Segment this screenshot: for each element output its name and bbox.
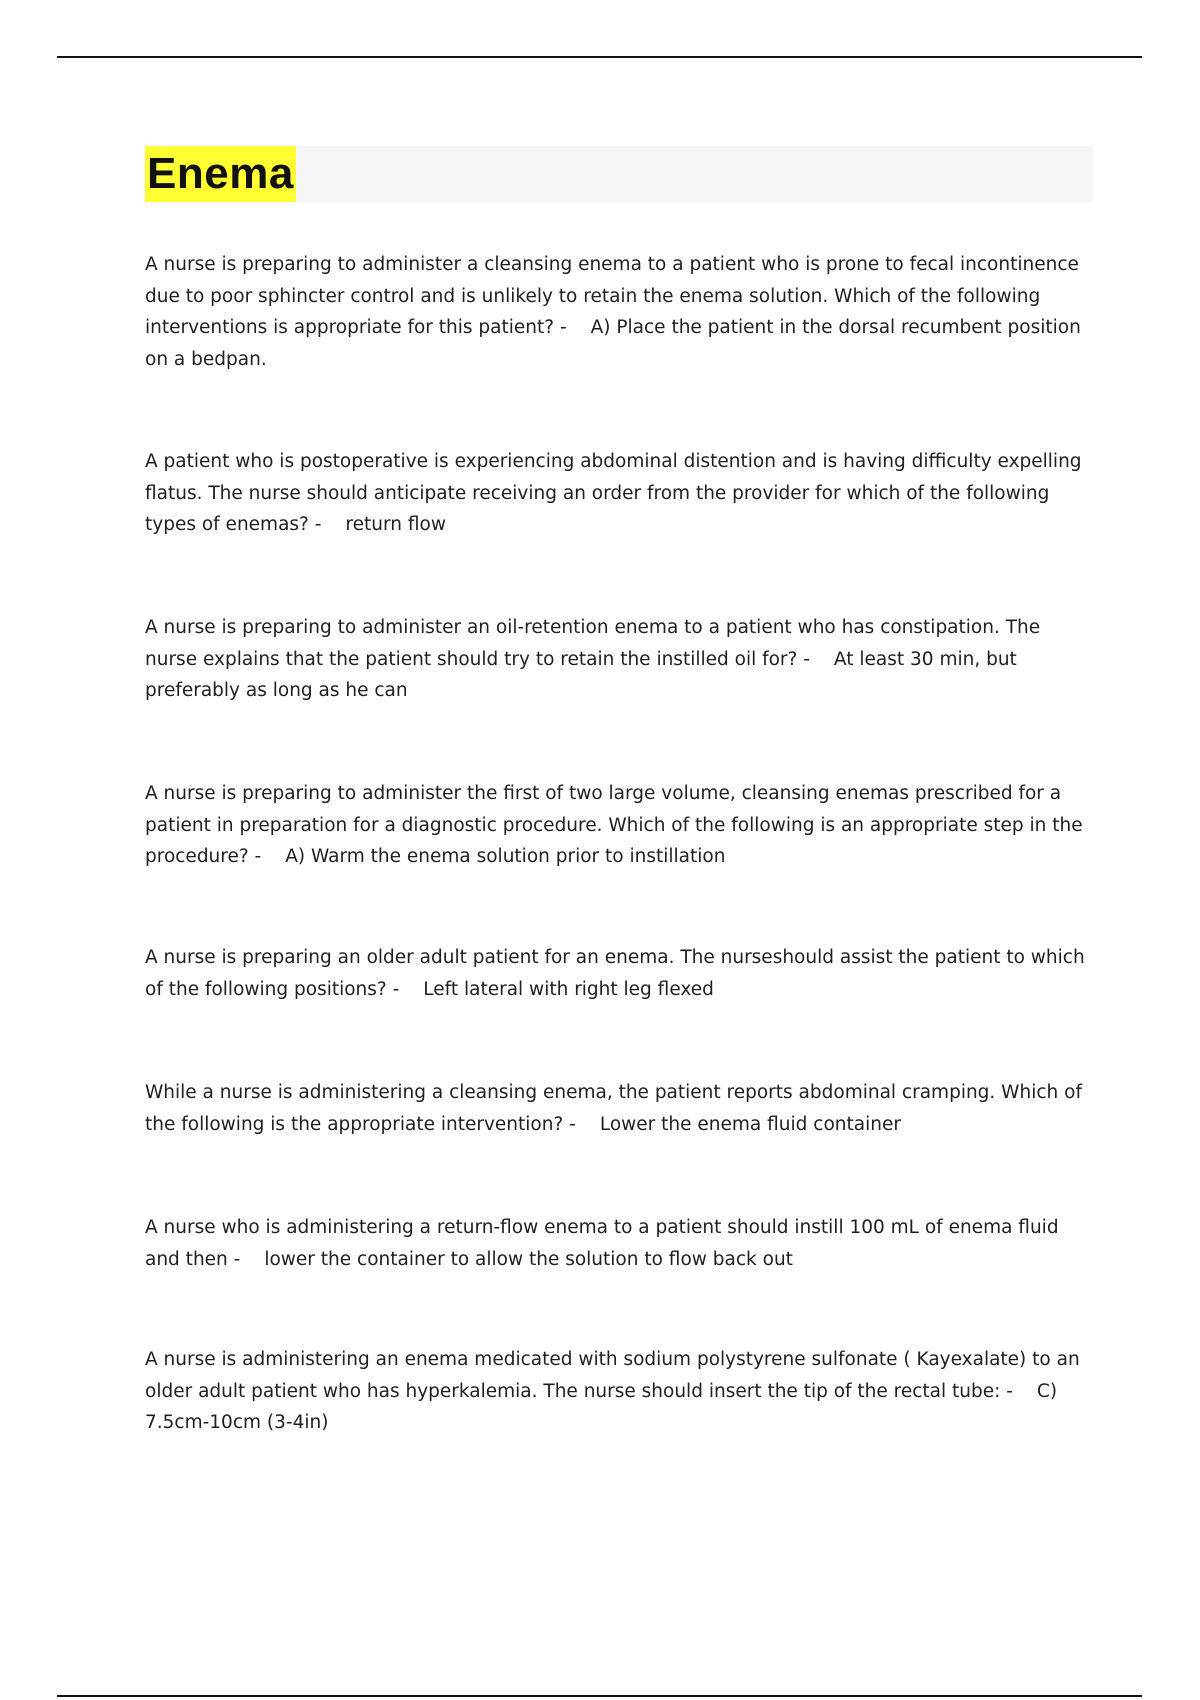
qa-item [145, 1344, 1095, 1439]
qa-item [145, 942, 1095, 1005]
question-text: A patient who is postoperative is experiencing abdominal distention and is having difficulty expelling flatus. The nurse should anticipate receiving an order from the provider for which of the following types of enemas? - [145, 451, 1082, 535]
question-text: A nurse is preparing to administer a cleansing enema to a patient who is prone to fecal incontinence due to poor sphincter control and is unlikely to retain the enema solution. Which of the following interventions is appropriate for this patient? - [145, 254, 1079, 338]
answer-text: Left lateral with right leg flexed [423, 978, 714, 1000]
header-rule [57, 56, 1142, 58]
answer-text: At least 30 min, but preferably as long as he can [145, 648, 1017, 701]
answer-text: Lower the enema fluid container [599, 1113, 901, 1135]
qa-item [145, 778, 1095, 873]
question-text: A nurse is preparing to administer an oil-retention enema to a patient who has constipation. The nurse explains that the patient should try to retain the instilled oil for? - [145, 617, 1041, 670]
answer-text: A) Warm the enema solution prior to instillation [285, 846, 726, 867]
qa-item [145, 1077, 1095, 1140]
qa-item [145, 249, 1095, 375]
question-text: A nurse is preparing an older adult patient for an enema. The nurseshould assist the patient to which of the following positions? - [145, 947, 1085, 1000]
qa-item [145, 1212, 1095, 1275]
qa-item [145, 446, 1095, 541]
answer-text: C) 7.5cm-10cm (3-4in) [145, 1380, 1058, 1433]
question-text: A nurse who is administering a return-flow enema to a patient should instill 100 mL of enema fluid and then - [145, 1217, 1059, 1270]
answer-text: A) Place the patient in the dorsal recumbent position on a bedpan. [145, 317, 1081, 370]
footer-rule [57, 1695, 1142, 1697]
question-text: A nurse is administering an enema medicated with sodium polystyrene sulfonate ( Kayexalate) to an older adult patient who has hyperkalemia. The nurse should insert the tip of the rectal tube: - [145, 1349, 1080, 1402]
document-title: Enema [145, 146, 296, 202]
answer-text: lower the container to allow the solution to flow back out [264, 1248, 793, 1270]
title-band [145, 146, 1093, 202]
qa-item [145, 612, 1095, 707]
question-text: A nurse is preparing to administer the first of two large volume, cleansing enemas prescribed for a patient in preparation for a diagnostic procedure. Which of the following is an appropriate step in the procedure? - [145, 783, 1083, 867]
answer-text: return flow [345, 514, 446, 535]
question-text: While a nurse is administering a cleansing enema, the patient reports abdominal cramping. Which of the following is the appropriate intervention? - [145, 1082, 1082, 1135]
